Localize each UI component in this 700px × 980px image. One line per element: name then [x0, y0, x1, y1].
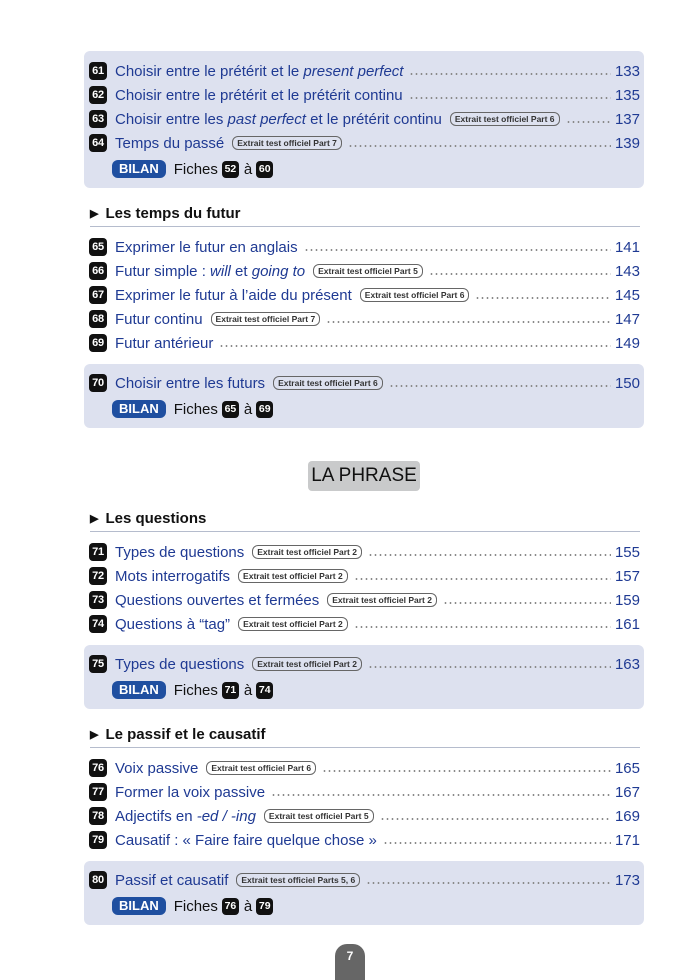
- fiche-number: 64: [89, 134, 107, 152]
- page-number: 157: [614, 567, 640, 585]
- range-separator: à: [243, 897, 253, 915]
- fiche-title: Futur antérieur: [115, 334, 214, 352]
- page-number: 141: [614, 238, 640, 256]
- page-number: 145: [614, 286, 640, 304]
- leader-dots: [348, 145, 611, 147]
- page-number: 171: [614, 831, 640, 849]
- leader-dots: [475, 297, 611, 299]
- fiche-number: 63: [89, 110, 107, 128]
- fiche-number: 78: [89, 807, 107, 825]
- fiche-from: 76: [222, 898, 239, 915]
- toc-block-passe-choix: [84, 51, 644, 188]
- extrait-badge: Extrait test officiel Part 6: [450, 112, 560, 126]
- extrait-badge: Extrait test officiel Part 5: [313, 264, 423, 278]
- section-title: Les temps du futur: [105, 204, 241, 222]
- toc-entry[interactable]: [84, 757, 640, 779]
- extrait-badge: Extrait test officiel Parts 5, 6: [236, 873, 360, 887]
- extrait-badge: Extrait test officiel Part 6: [360, 288, 470, 302]
- leader-dots: [368, 666, 611, 668]
- fiche-from: 71: [222, 682, 239, 699]
- toc-list-passif: [84, 757, 644, 853]
- leader-dots: [368, 554, 611, 556]
- leader-dots: [443, 602, 611, 604]
- toc-entry[interactable]: [84, 781, 640, 803]
- fiche-title: Exprimer le futur à l’aide du présent: [115, 286, 352, 304]
- leader-dots: [389, 385, 611, 387]
- leader-dots: [366, 882, 611, 884]
- section-heading-futur: [90, 200, 640, 227]
- toc-entry[interactable]: [84, 260, 640, 282]
- fiche-number: 79: [89, 831, 107, 849]
- fiche-number: 72: [89, 567, 107, 585]
- fiche-number: 70: [89, 374, 107, 392]
- section-title: Les questions: [105, 509, 207, 527]
- extrait-badge: Extrait test officiel Part 6: [206, 761, 316, 775]
- bilan-row[interactable]: [112, 895, 273, 917]
- bilan-badge: BILAN: [112, 400, 166, 418]
- page-number: 150: [614, 374, 640, 392]
- toc-entry[interactable]: [84, 84, 640, 106]
- fiche-number: 65: [89, 238, 107, 256]
- fiche-title: Mots interrogatifs: [115, 567, 231, 585]
- fiche-number: 74: [89, 615, 107, 633]
- toc-entry[interactable]: [84, 589, 640, 611]
- fiche-title: Voix passive: [115, 759, 199, 777]
- toc-list-questions: [84, 541, 644, 637]
- extrait-badge: Extrait test officiel Part 2: [238, 617, 348, 631]
- extrait-badge: Extrait test officiel Part 5: [264, 809, 374, 823]
- fiche-to: 60: [256, 161, 273, 178]
- leader-dots: [271, 794, 611, 796]
- fiches-label: Fiches: [173, 681, 218, 699]
- page-number: 149: [614, 334, 640, 352]
- fiche-from: 52: [222, 161, 239, 178]
- page-number: 163: [614, 655, 640, 673]
- leader-dots: [566, 121, 611, 123]
- page-number: 143: [614, 262, 640, 280]
- bilan-badge: BILAN: [112, 897, 166, 915]
- range-separator: à: [243, 160, 253, 178]
- toc-entry[interactable]: [84, 541, 640, 563]
- page-number: 133: [614, 62, 640, 80]
- fiche-number: 77: [89, 783, 107, 801]
- leader-dots: [429, 273, 611, 275]
- fiche-title: Choisir entre les past perfect et le prétérit continu: [115, 110, 442, 128]
- fiche-number: 62: [89, 86, 107, 104]
- page-number: 165: [614, 759, 640, 777]
- part-heading: LA PHRASE: [308, 461, 420, 491]
- fiche-title: Exprimer le futur en anglais: [115, 238, 298, 256]
- page-number: 167: [614, 783, 640, 801]
- toc-entry[interactable]: [84, 829, 640, 851]
- page-number: 147: [614, 310, 640, 328]
- fiche-title: Futur simple : will et going to: [115, 262, 306, 280]
- triangle-bullet-icon: ▶: [90, 512, 99, 525]
- toc-entry[interactable]: [84, 132, 640, 154]
- toc-block-questions-bilan: [84, 645, 644, 709]
- extrait-badge: Extrait test officiel Part 7: [211, 312, 321, 326]
- fiche-title: Causatif : « Faire faire quelque chose »: [115, 831, 377, 849]
- extrait-badge: Extrait test officiel Part 6: [273, 376, 383, 390]
- bilan-row[interactable]: [112, 158, 273, 180]
- toc-entry[interactable]: [84, 308, 640, 330]
- toc-entry[interactable]: [84, 653, 640, 675]
- toc-entry[interactable]: [84, 805, 640, 827]
- bilan-badge: BILAN: [112, 681, 166, 699]
- toc-entry[interactable]: [84, 613, 640, 635]
- range-separator: à: [243, 681, 253, 699]
- fiche-title: Temps du passé: [115, 134, 225, 152]
- page-number-tab: 7: [335, 944, 365, 980]
- toc-entry[interactable]: [84, 869, 640, 891]
- fiche-title: Types de questions: [115, 655, 245, 673]
- page-number: 137: [614, 110, 640, 128]
- extrait-badge: Extrait test officiel Part 2: [238, 569, 348, 583]
- fiche-from: 65: [222, 401, 239, 418]
- fiche-title: Adjectifs en -ed / -ing: [115, 807, 256, 825]
- leader-dots: [383, 842, 611, 844]
- page-number: 139: [614, 134, 640, 152]
- section-heading-questions: [90, 505, 640, 532]
- leader-dots: [354, 626, 611, 628]
- page-number: 155: [614, 543, 640, 561]
- section-heading-passif: [90, 721, 640, 748]
- toc-entry[interactable]: [84, 565, 640, 587]
- leader-dots: [380, 818, 611, 820]
- extrait-badge: Extrait test officiel Part 2: [252, 657, 362, 671]
- fiche-number: 80: [89, 871, 107, 889]
- toc-block-passif-bilan: [84, 861, 644, 925]
- fiches-label: Fiches: [173, 400, 218, 418]
- bilan-row[interactable]: [112, 679, 273, 701]
- leader-dots: [354, 578, 611, 580]
- range-separator: à: [243, 400, 253, 418]
- fiche-title: Futur continu: [115, 310, 203, 328]
- triangle-bullet-icon: ▶: [90, 207, 99, 220]
- fiche-number: 76: [89, 759, 107, 777]
- fiche-to: 69: [256, 401, 273, 418]
- page-number: 173: [614, 871, 640, 889]
- extrait-badge: Extrait test officiel Part 2: [252, 545, 362, 559]
- triangle-bullet-icon: ▶: [90, 728, 99, 741]
- page-number: 169: [614, 807, 640, 825]
- fiche-title: Questions à “tag”: [115, 615, 231, 633]
- extrait-badge: Extrait test officiel Part 2: [327, 593, 437, 607]
- fiche-title: Types de questions: [115, 543, 245, 561]
- fiche-title: Choisir entre le prétérit et le present perfect: [115, 62, 404, 80]
- fiches-label: Fiches: [173, 160, 218, 178]
- toc-entry[interactable]: [84, 284, 640, 306]
- fiche-title: Choisir entre le prétérit et le prétérit continu: [115, 86, 403, 104]
- fiche-title: Passif et causatif: [115, 871, 229, 889]
- toc-entry[interactable]: [84, 372, 640, 394]
- fiche-title: Choisir entre les futurs: [115, 374, 266, 392]
- toc-entry[interactable]: [84, 108, 640, 130]
- toc-list-futur: [84, 236, 644, 356]
- fiche-number: 67: [89, 286, 107, 304]
- leader-dots: [409, 97, 611, 99]
- toc-entry[interactable]: [84, 236, 640, 258]
- bilan-row[interactable]: [112, 398, 273, 420]
- fiche-title: Former la voix passive: [115, 783, 266, 801]
- leader-dots: [326, 321, 611, 323]
- fiche-title: Questions ouvertes et fermées: [115, 591, 320, 609]
- fiche-number: 73: [89, 591, 107, 609]
- toc-entry[interactable]: [84, 332, 640, 354]
- page-number: 161: [614, 615, 640, 633]
- fiche-number: 71: [89, 543, 107, 561]
- fiche-number: 61: [89, 62, 107, 80]
- fiche-to: 79: [256, 898, 273, 915]
- leader-dots: [409, 73, 610, 75]
- fiches-label: Fiches: [173, 897, 218, 915]
- fiche-number: 66: [89, 262, 107, 280]
- toc-entry[interactable]: [84, 60, 640, 82]
- leader-dots: [304, 249, 611, 251]
- fiche-number: 69: [89, 334, 107, 352]
- extrait-badge: Extrait test officiel Part 7: [232, 136, 342, 150]
- fiche-number: 68: [89, 310, 107, 328]
- page-number: 135: [614, 86, 640, 104]
- leader-dots: [322, 770, 611, 772]
- toc-block-futur-choix: [84, 364, 644, 428]
- fiche-number: 75: [89, 655, 107, 673]
- leader-dots: [219, 345, 611, 347]
- fiche-to: 74: [256, 682, 273, 699]
- page-number: 159: [614, 591, 640, 609]
- section-title: Le passif et le causatif: [105, 725, 266, 743]
- bilan-badge: BILAN: [112, 160, 166, 178]
